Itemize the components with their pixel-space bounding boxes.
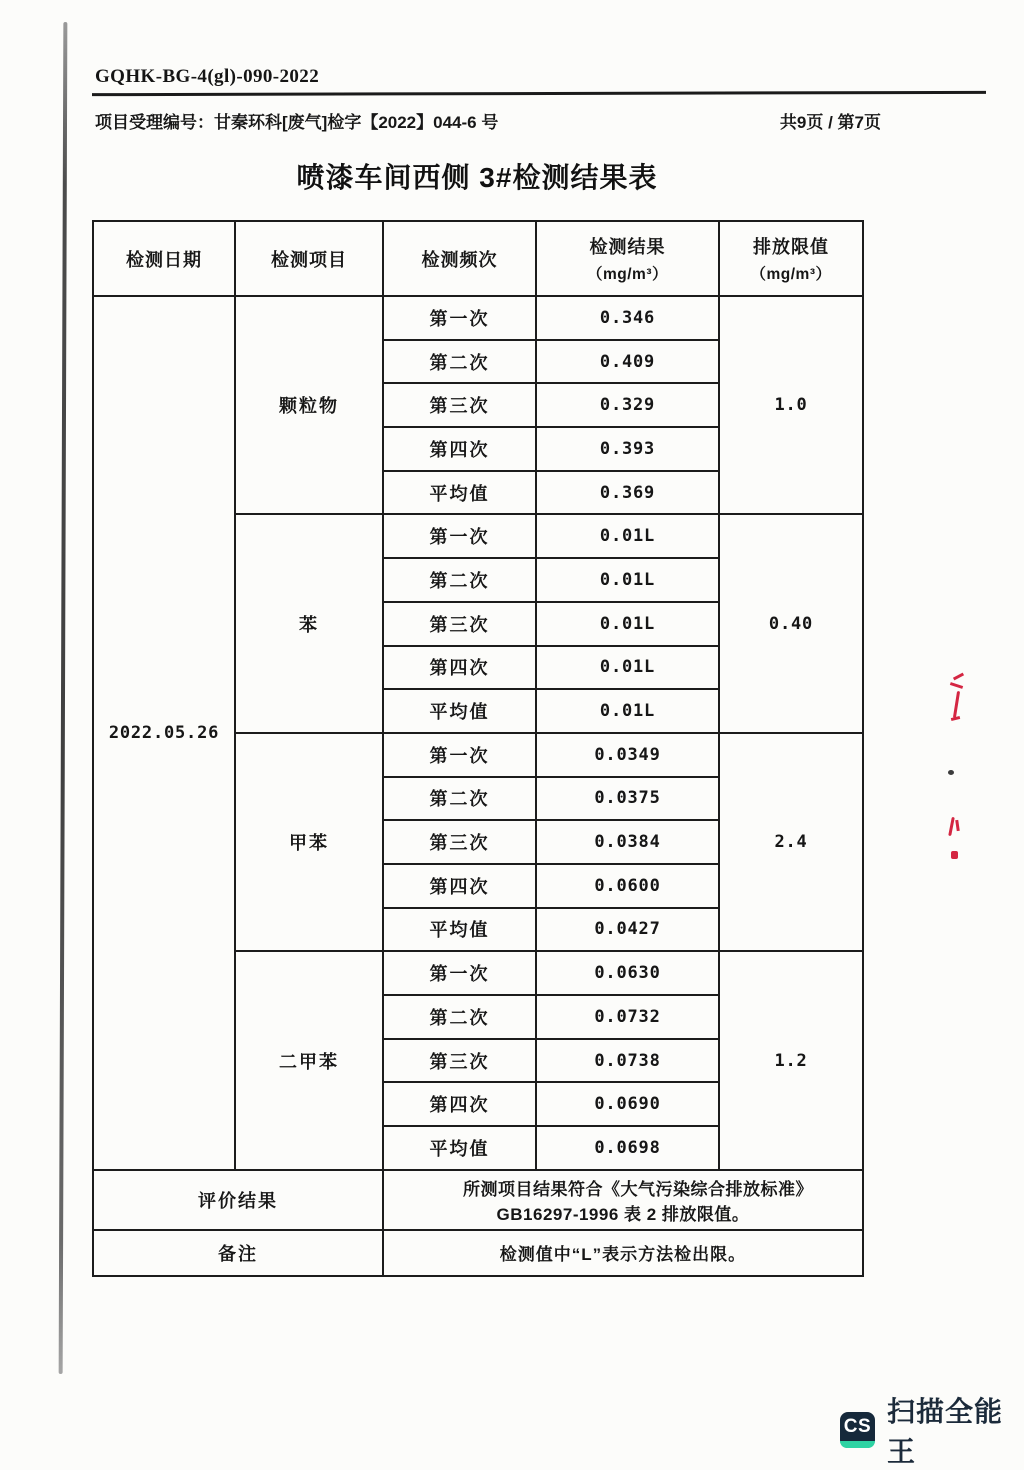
red-ink-mark bbox=[950, 682, 963, 689]
col-header-result: 检测结果 （mg/m³） bbox=[536, 221, 719, 296]
frequency-cell: 平均值 bbox=[383, 908, 536, 952]
page-title: 喷漆车间西侧 3#检测结果表 bbox=[296, 162, 658, 193]
col-header-limit: 排放限值 （mg/m³） bbox=[719, 221, 863, 296]
result-value-cell: 0.0375 bbox=[536, 777, 719, 821]
result-value-cell: 0.0732 bbox=[536, 995, 719, 1039]
frequency-cell: 第四次 bbox=[383, 1082, 536, 1126]
result-value-cell: 0.369 bbox=[536, 471, 719, 515]
frequency-cell: 第二次 bbox=[383, 777, 536, 821]
result-value-cell: 0.329 bbox=[536, 383, 719, 427]
frequency-cell: 第一次 bbox=[383, 514, 536, 558]
camscanner-icon-strip bbox=[840, 1441, 875, 1448]
results-tbody bbox=[93, 296, 863, 1170]
remark-row bbox=[93, 1230, 863, 1276]
red-ink-mark bbox=[955, 820, 960, 831]
result-value-cell: 0.01L bbox=[536, 514, 719, 558]
frequency-cell: 第三次 bbox=[383, 602, 536, 646]
result-value-cell: 0.0738 bbox=[536, 1039, 719, 1083]
result-value-cell: 0.0690 bbox=[536, 1082, 719, 1126]
result-value-cell: 0.0600 bbox=[536, 864, 719, 908]
result-value-cell: 0.393 bbox=[536, 427, 719, 471]
limit-cell: 1.2 bbox=[719, 951, 863, 1169]
frequency-cell: 平均值 bbox=[383, 1126, 536, 1170]
result-value-cell: 0.0384 bbox=[536, 820, 719, 864]
col-header-frequency: 检测频次 bbox=[383, 221, 536, 296]
frequency-cell: 第一次 bbox=[383, 296, 536, 340]
red-ink-mark bbox=[953, 673, 964, 681]
page-indicator: 共9页 / 第7页 bbox=[779, 113, 881, 132]
document-code: GQHK-BG-4(gl)-090-2022 bbox=[95, 66, 320, 87]
limit-cell: 2.4 bbox=[719, 733, 863, 951]
frequency-cell: 第二次 bbox=[383, 340, 536, 384]
result-value-cell: 0.01L bbox=[536, 602, 719, 646]
page-edge-shadow bbox=[59, 22, 68, 1374]
result-value-cell: 0.0427 bbox=[536, 908, 719, 952]
result-value-cell: 0.0349 bbox=[536, 733, 719, 777]
evaluation-line1: 所测项目结果符合《大气污染综合排放标准》 bbox=[463, 1179, 813, 1199]
red-ink-mark bbox=[948, 817, 955, 836]
evaluation-text bbox=[383, 1170, 863, 1230]
result-value-cell: 0.346 bbox=[536, 296, 719, 340]
item-cell: 苯 bbox=[235, 514, 383, 732]
frequency-cell: 第三次 bbox=[383, 383, 536, 427]
frequency-cell: 平均值 bbox=[383, 689, 536, 733]
red-ink-mark bbox=[951, 716, 960, 721]
table-header-row bbox=[93, 221, 863, 296]
item-cell: 颗粒物 bbox=[235, 296, 383, 514]
camscanner-watermark bbox=[840, 1390, 1024, 1470]
camscanner-icon bbox=[840, 1412, 875, 1448]
remark-text: 检测值中“L”表示方法检出限。 bbox=[383, 1230, 863, 1276]
remark-label: 备注 bbox=[93, 1230, 383, 1276]
table-row bbox=[93, 296, 863, 340]
item-cell: 二甲苯 bbox=[235, 951, 383, 1169]
ink-dot bbox=[948, 770, 954, 775]
frequency-cell: 第三次 bbox=[383, 1039, 536, 1083]
frequency-cell: 平均值 bbox=[383, 471, 536, 515]
frequency-cell: 第四次 bbox=[383, 427, 536, 471]
evaluation-label: 评价结果 bbox=[93, 1170, 383, 1230]
result-value-cell: 0.01L bbox=[536, 689, 719, 733]
acceptance-number: 项目受理编号：甘秦环科[废气]检字【2022】044-6 号 bbox=[95, 113, 499, 132]
header-rule bbox=[92, 91, 986, 96]
frequency-cell: 第四次 bbox=[383, 646, 536, 690]
result-value-cell: 0.0698 bbox=[536, 1126, 719, 1170]
red-ink-mark bbox=[953, 691, 960, 718]
frequency-cell: 第三次 bbox=[383, 820, 536, 864]
frequency-cell: 第四次 bbox=[383, 864, 536, 908]
frequency-cell: 第二次 bbox=[383, 558, 536, 602]
result-value-cell: 0.409 bbox=[536, 340, 719, 384]
evaluation-line2: GB16297-1996 表 2 排放限值。 bbox=[496, 1204, 750, 1224]
red-ink-mark bbox=[951, 851, 958, 859]
limit-cell: 0.40 bbox=[719, 514, 863, 732]
evaluation-row bbox=[93, 1170, 863, 1230]
result-value-cell: 0.0630 bbox=[536, 951, 719, 995]
frequency-cell: 第一次 bbox=[383, 733, 536, 777]
results-table bbox=[92, 220, 864, 1277]
document-meta-row bbox=[95, 108, 881, 133]
date-cell: 2022.05.26 bbox=[93, 296, 235, 1170]
frequency-cell: 第二次 bbox=[383, 995, 536, 1039]
col-header-date: 检测日期 bbox=[93, 221, 235, 296]
frequency-cell: 第一次 bbox=[383, 951, 536, 995]
result-value-cell: 0.01L bbox=[536, 646, 719, 690]
limit-cell: 1.0 bbox=[719, 296, 863, 514]
item-cell: 甲苯 bbox=[235, 733, 383, 951]
camscanner-icon-letters: CS bbox=[843, 1416, 872, 1437]
col-header-item: 检测项目 bbox=[235, 221, 383, 296]
result-value-cell: 0.01L bbox=[536, 558, 719, 602]
camscanner-brand-text: 扫描全能王 bbox=[886, 1396, 1003, 1467]
